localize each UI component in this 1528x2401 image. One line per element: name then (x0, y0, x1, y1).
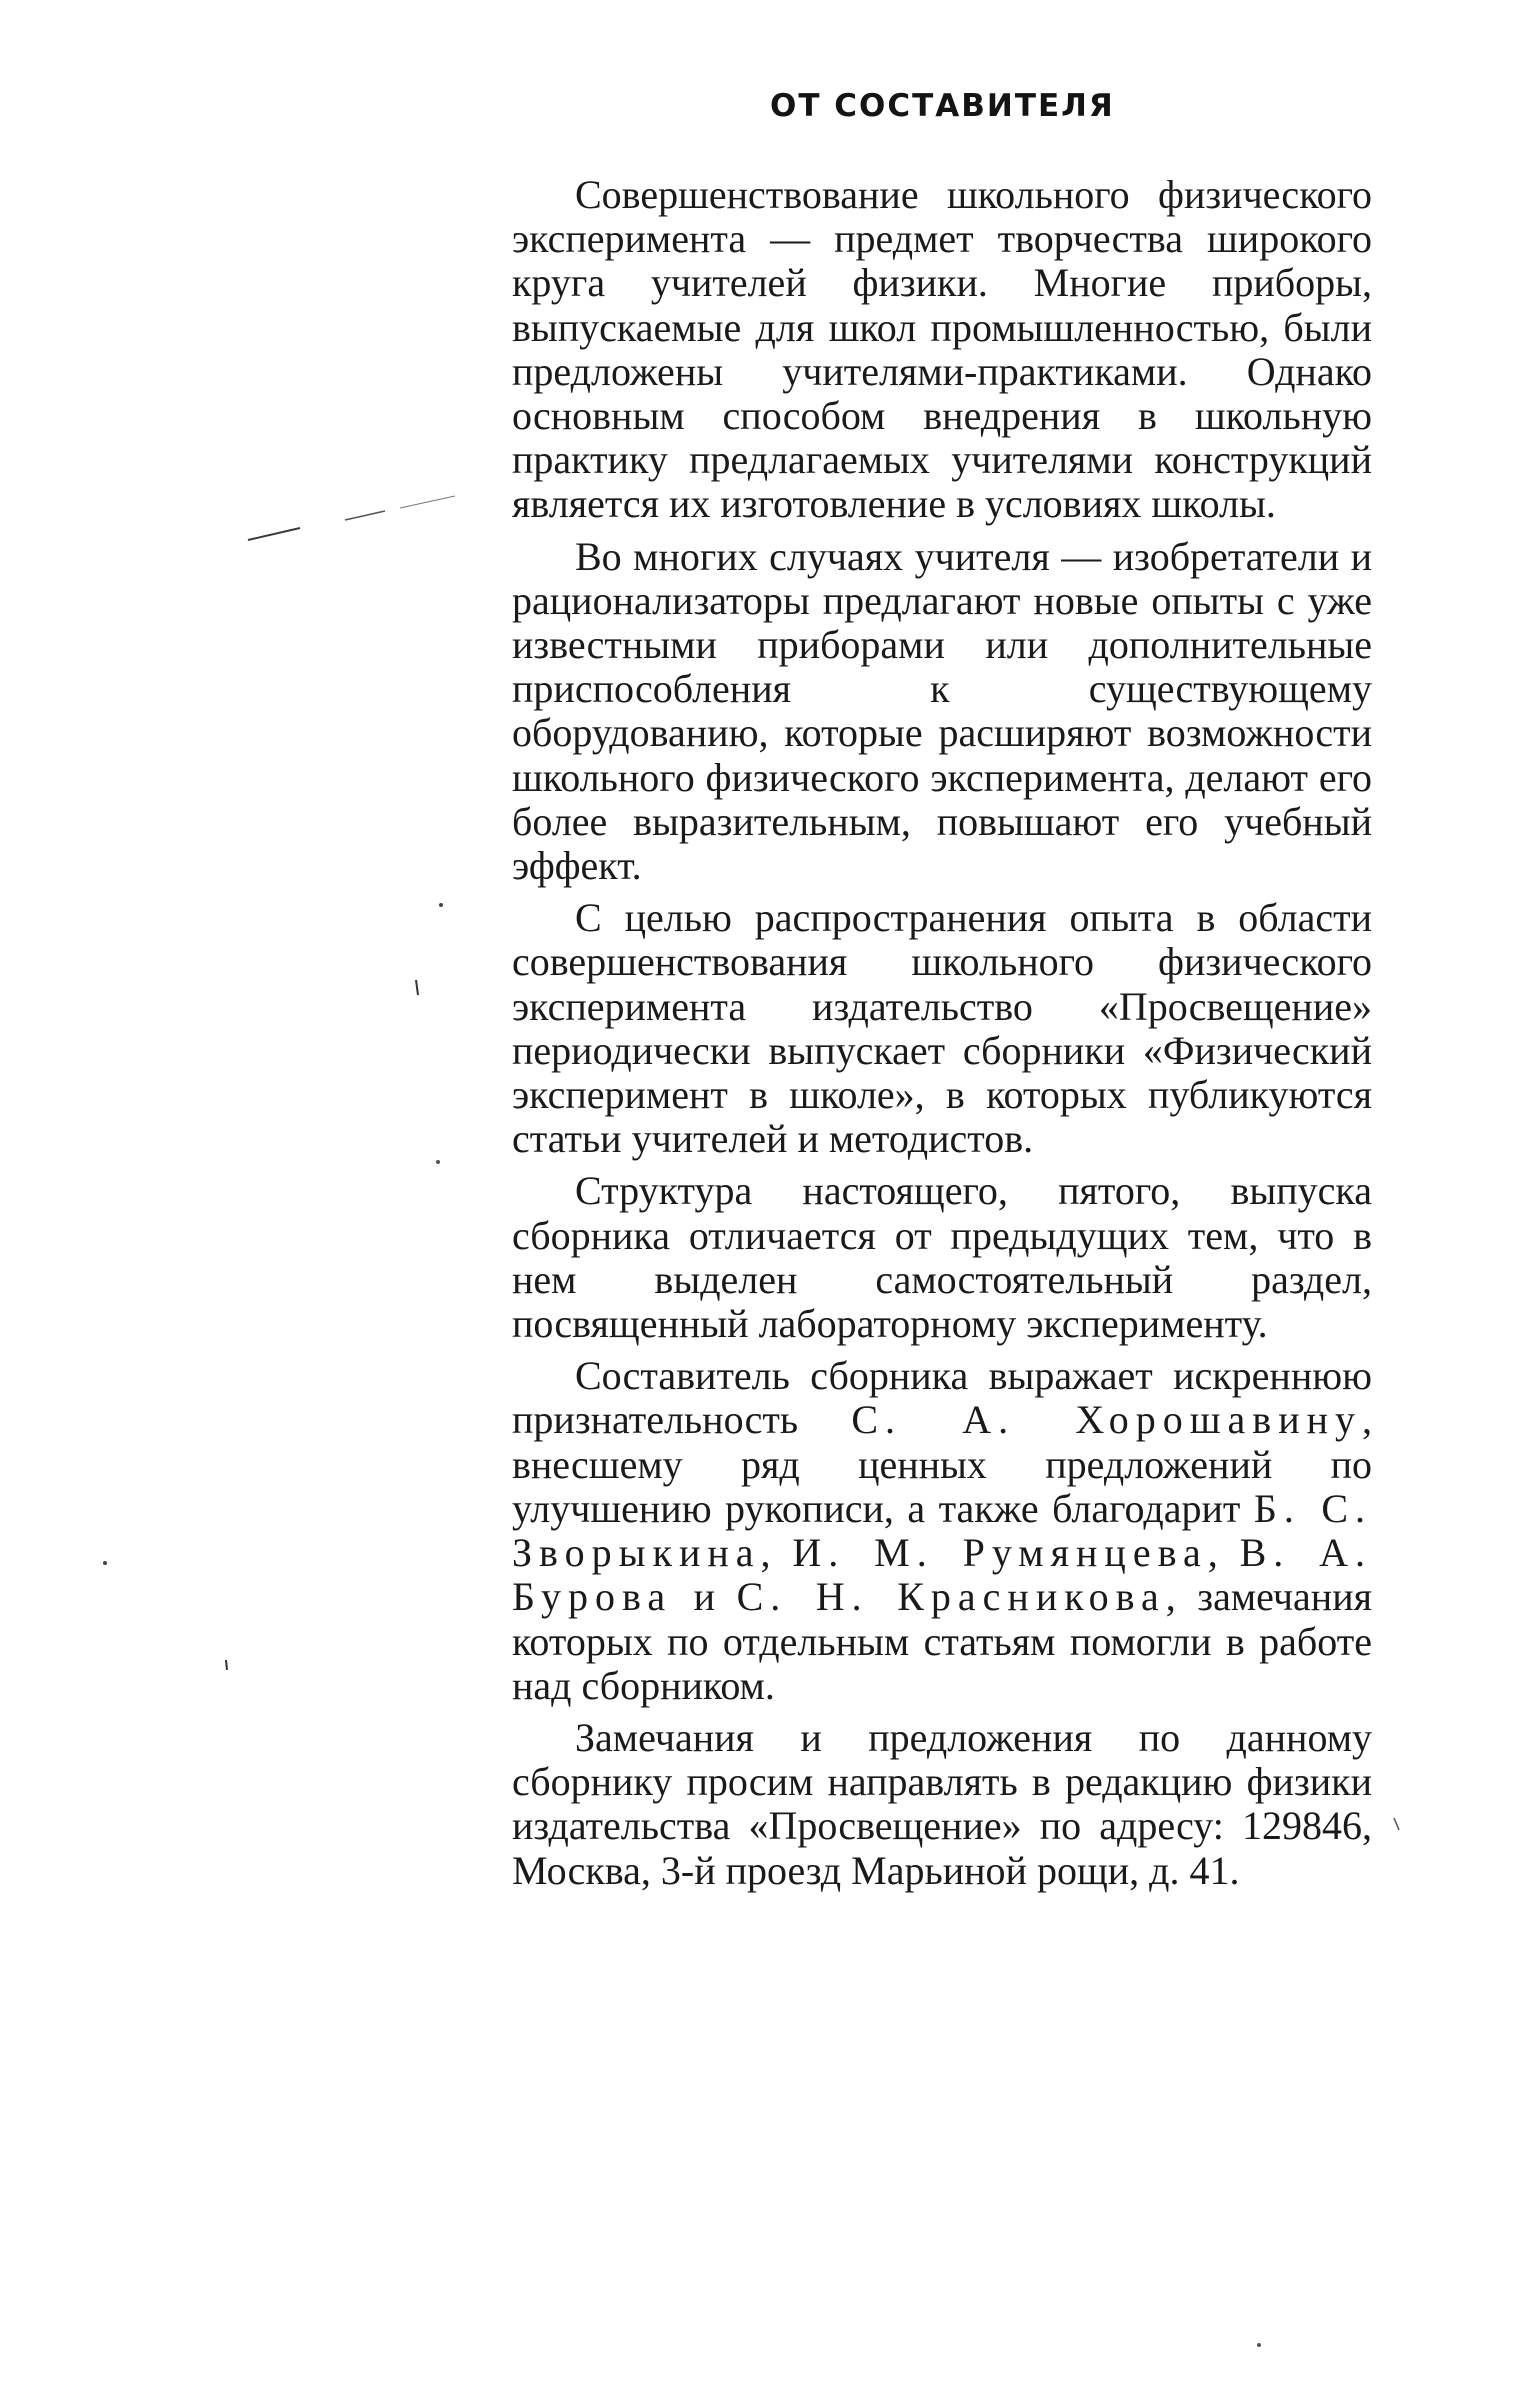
acknowledged-person: Б. С. Зворыкина (512, 1485, 1372, 1576)
ack-text: , внесшему ряд ценных предложений по улучшению рукописи, а также благодарит (512, 1397, 1372, 1531)
ack-text: , замечания которых по отдельным статьям помогли в работе над сборником. (512, 1574, 1372, 1708)
ack-text: и (672, 1574, 737, 1620)
acknowledged-person: С. Н. Красникова (736, 1574, 1166, 1620)
paragraph-acknowledgements (512, 1354, 1372, 1708)
acknowledged-person: В. А. Бурова (512, 1530, 1373, 1620)
acknowledged-person: С. А. Хорошавину (851, 1397, 1362, 1443)
paragraph-intro: Совершенствование школьного физического эксперимента — предмет творчества широкого круга учителей физики. Многие приборы, выпускаемые для школ промышленностью, были предложены учителями-практиками. Однако основным способом внедрения в школьную практику предлагаемых учителями конструкций является их изготовление в условиях школы. (512, 172, 1372, 527)
ack-text: , (760, 1530, 793, 1576)
acknowledged-person: И. М. Румянцева (792, 1530, 1208, 1576)
paragraph-teachers-inventors: Во многих случаях учителя — изобретатели и рационализаторы предлагают новые опыты с уже известными приборами или дополнительные приспособления к существующему оборудованию, которые расширяют возможности школьного физического эксперимента, делают его более выразительным, повышают его учебный эффект. (512, 533, 1372, 889)
body-text (512, 173, 1372, 1901)
paragraph-structure: Структура настоящего, пятого, выпуска сборника отличается от предыдущих тем, что в нем выделен самостоятельный раздел, посвященный лабораторному эксперименту. (512, 1168, 1372, 1347)
ack-text: Составитель сборника выражает искреннюю признательность (512, 1353, 1372, 1443)
paragraph-collections: С целью распространения опыта в области совершенствования школьного физического эксперимента издательство «Просвещение» периодически выпускает сборники «Физический эксперимент в школе», в которых публикуются статьи учителей и методистов. (512, 895, 1372, 1162)
ack-text: , (1207, 1530, 1240, 1576)
paragraph-contact-address: Замечания и предложения по данному сборнику просим направлять в редакцию физики издательства «Просвещение» по адресу: 129846, Москва, 3-й проезд Марьиной рощи, д. 41. (512, 1714, 1372, 1893)
page-heading: ОТ СОСТАВИТЕЛЯ (770, 88, 1115, 124)
